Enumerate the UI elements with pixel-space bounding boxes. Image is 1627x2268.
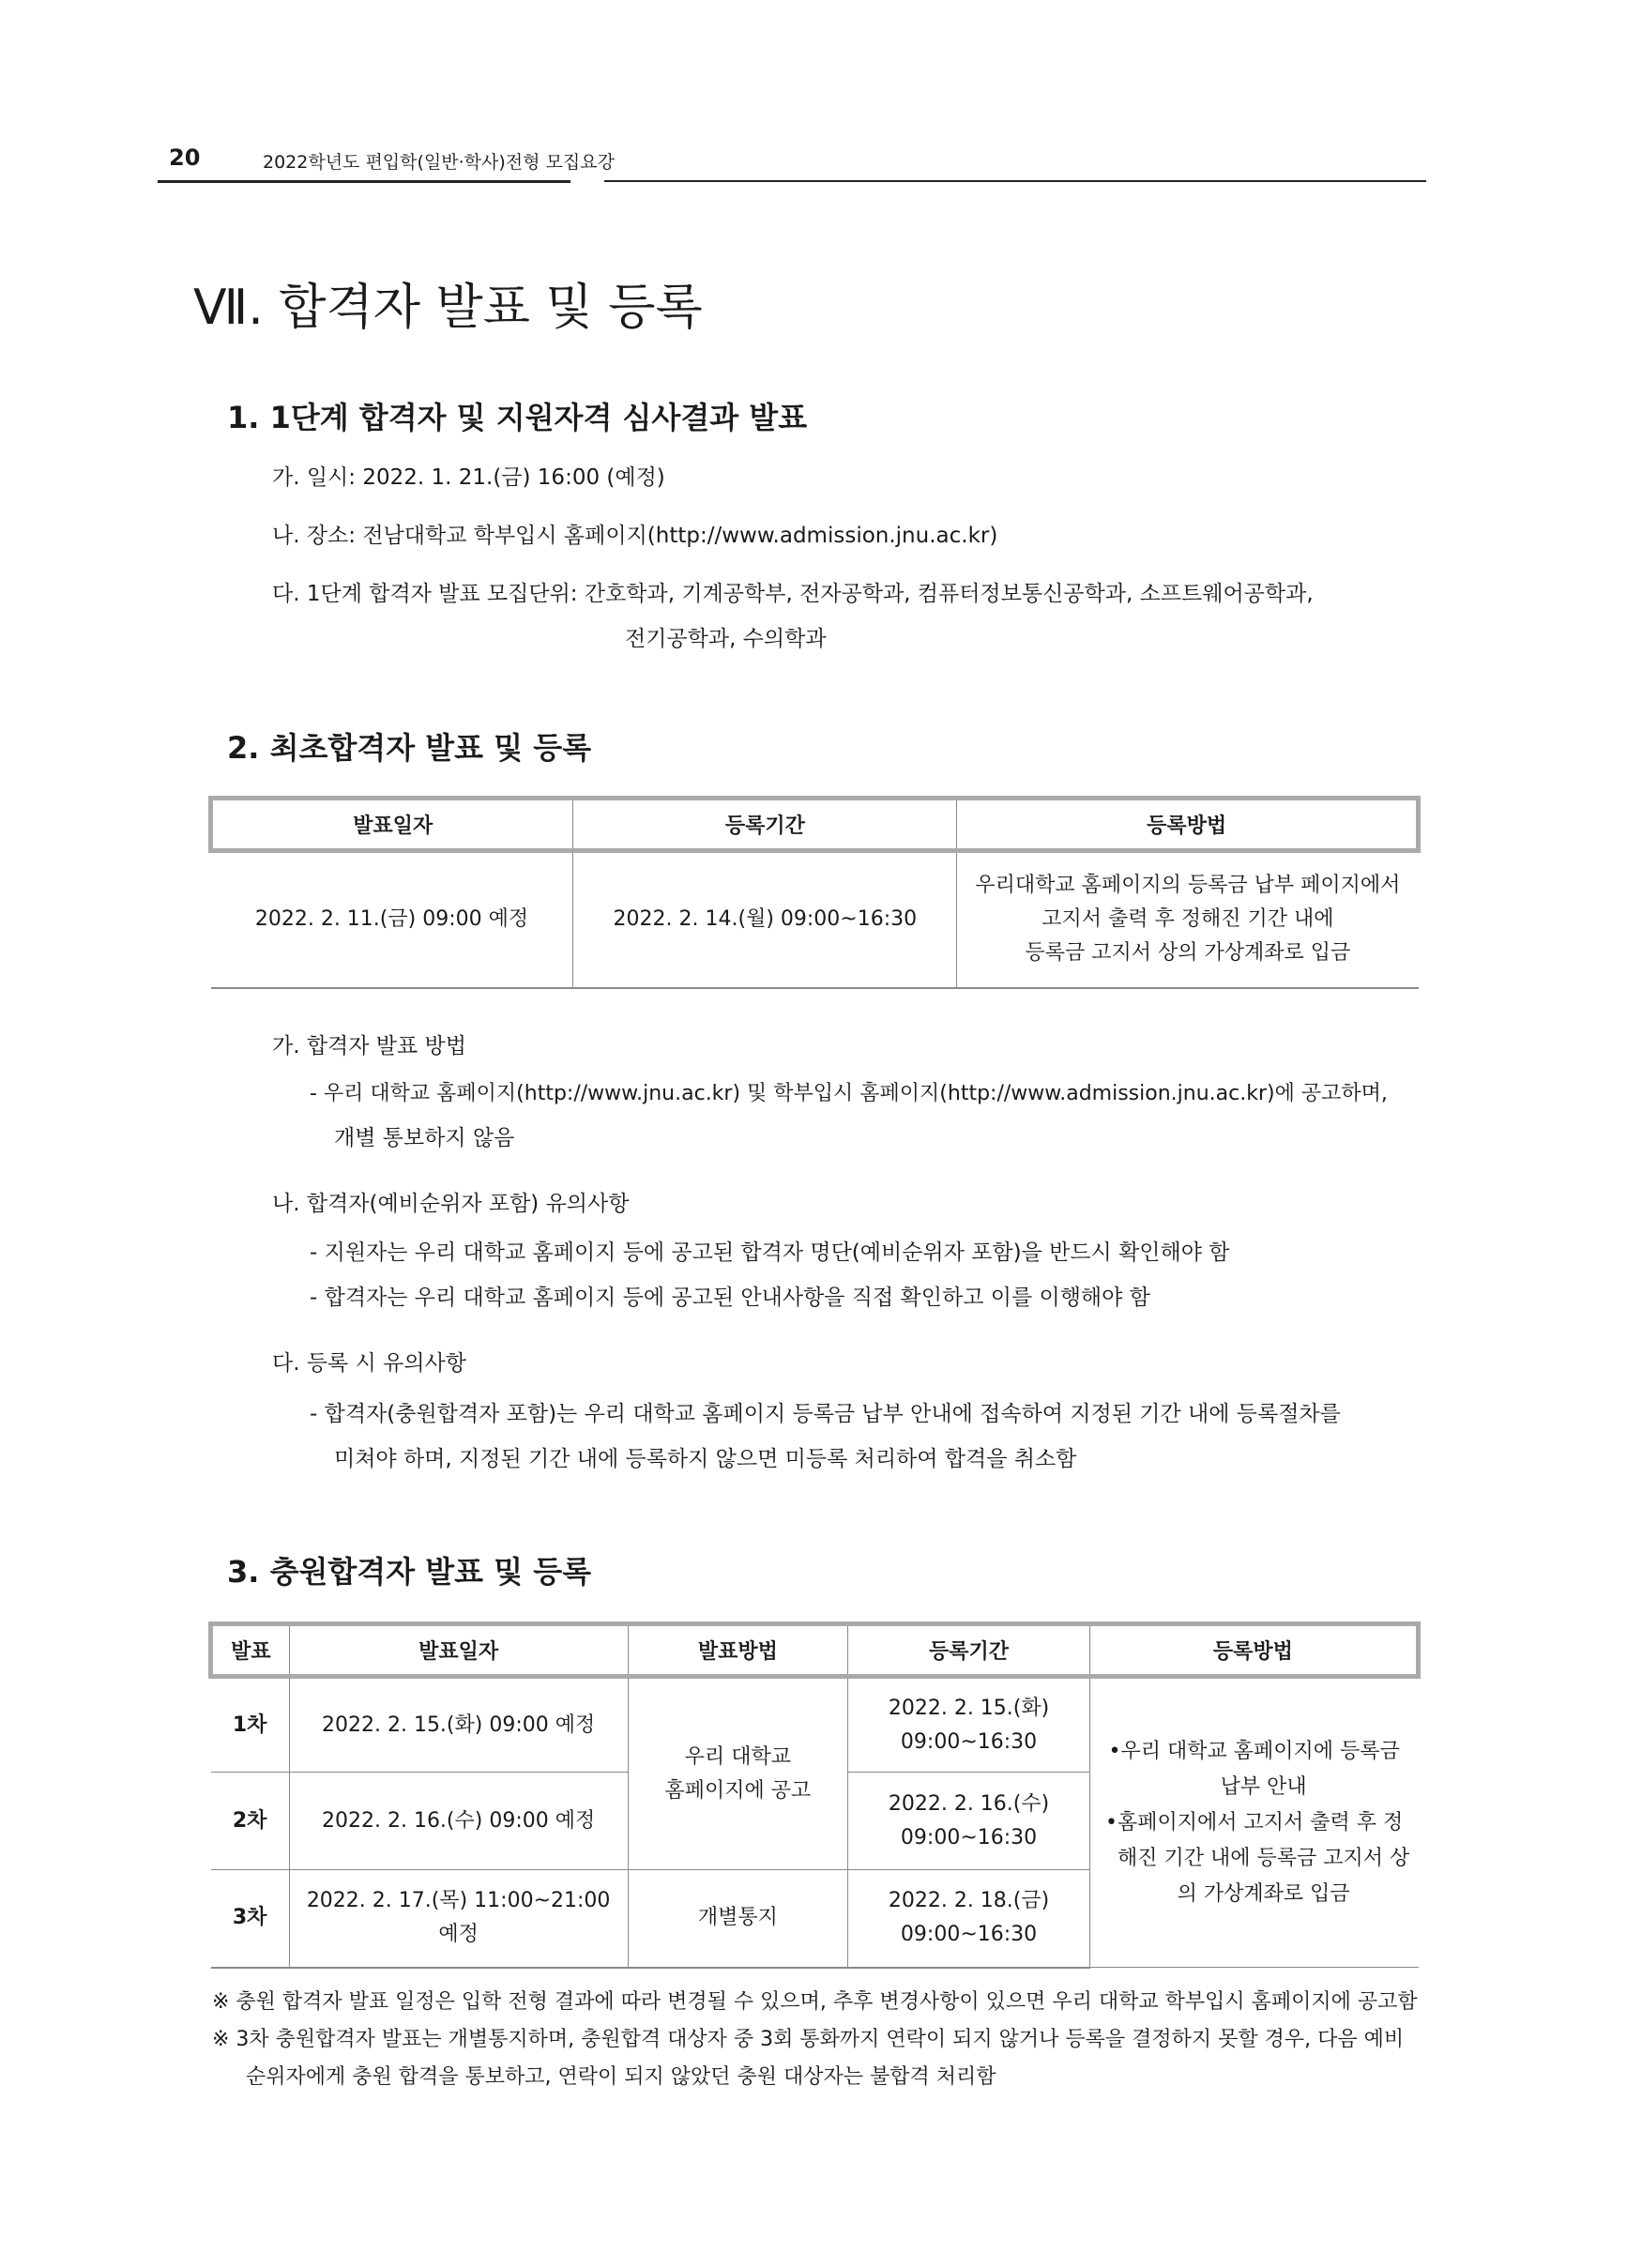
registration-method-cell [1089,1677,1418,1968]
section-3-title: 3. 충원합격자 발표 및 등록 [227,1554,592,1590]
announce-method-cell: 우리 대학교 홈페이지에 공고 [628,1677,848,1870]
table-header-cell: 발표방법 [628,1624,848,1677]
table-header-row [211,1624,1419,1677]
table-header-cell: 등록기간 [573,799,957,851]
table-header-row [211,799,1419,851]
round-cell: 1차 [211,1677,290,1773]
section-2-title: 2. 최초합격자 발표 및 등록 [227,730,592,766]
page-number: 20 [169,145,201,171]
initial-admission-table [208,796,1421,989]
subsection-ga-title: 가. 합격자 발표 방법 [272,1034,466,1058]
registration-period-cell: 2022. 2. 16.(수) 09:00~16:30 [848,1773,1089,1870]
announce-method-cell: 개별통지 [628,1870,848,1968]
announce-date-cell: 2022. 2. 11.(금) 09:00 예정 [211,851,573,988]
registration-period-cell: 2022. 2. 18.(금) 09:00~16:30 [848,1870,1089,1968]
footnote: ※ 3차 충원합격자 발표는 개별통지하며, 충원합격 대상자 중 3회 통화까지 연락이 되지 않거나 등록을 결정하지 못할 경우, 다음 예비 [212,2028,1405,2051]
section-1-item-cont: 전기공학과, 수의학과 [625,627,827,651]
table-header-cell: 발표일자 [211,799,573,851]
subsection-na-title: 나. 합격자(예비순위자 포함) 유의사항 [272,1192,630,1216]
chapter-title: Ⅶ. 합격자 발표 및 등록 [193,280,703,336]
table-header-cell: 등록방법 [1089,1624,1418,1677]
section-1-item: 나. 장소: 전남대학교 학부입시 홈페이지(http://www.admission.jnu.ac.kr) [272,524,998,548]
table-row [211,1677,1419,1773]
registration-period-cell: 2022. 2. 15.(화) 09:00~16:30 [848,1677,1089,1773]
footnote: ※ 충원 합격자 발표 일정은 입학 전형 결과에 따라 변경될 수 있으며, 추후 변경사항이 있으면 우리 대학교 학부입시 홈페이지에 공고함 [212,1990,1418,2014]
round-cell: 2차 [211,1773,290,1870]
table-header-cell: 발표일자 [289,1624,628,1677]
subsection-da-title: 다. 등록 시 유의사항 [272,1351,466,1376]
announce-date-cell: 2022. 2. 16.(수) 09:00 예정 [289,1773,628,1870]
registration-method-bullet: •홈페이지에서 고지서 출력 후 정해진 기간 내에 등록금 고지서 상의 가상계좌로 입금 [1105,1810,1410,1906]
header-rule-right [604,180,1426,182]
header-title: 2022학년도 편입학(일반·학사)전형 모집요강 [263,152,615,173]
subsection-ga-line: 개별 통보하지 않음 [334,1126,515,1150]
table-header-cell: 등록기간 [848,1624,1089,1677]
registration-method-cell: 우리대학교 홈페이지의 등록금 납부 페이지에서 고지서 출력 후 정해진 기간 내에 등록금 고지서 상의 가상계좌로 입금 [957,851,1419,988]
table-header-cell: 발표 [211,1624,290,1677]
section-1-item: 다. 1단계 합격자 발표 모집단위: 간호학과, 기계공학부, 전자공학과, 컴퓨터정보통신공학과, 소프트웨어공학과, [272,582,1314,606]
announce-date-cell: 2022. 2. 17.(목) 11:00~21:00 예정 [289,1870,628,1968]
round-cell: 3차 [211,1870,290,1968]
table-row [211,851,1419,988]
header-rule-left [158,180,570,183]
subsection-da-line: - 합격자(충원합격자 포함)는 우리 대학교 홈페이지 등록금 납부 안내에 접속하여 지정된 기간 내에 등록절차를 [310,1402,1341,1426]
section-1-item: 가. 일시: 2022. 1. 21.(금) 16:00 (예정) [272,465,665,490]
table-header-cell: 등록방법 [957,799,1419,851]
subsection-da-line: 미쳐야 하며, 지정된 기간 내에 등록하지 않으면 미등록 처리하여 합격을 취소함 [334,1447,1077,1471]
page-header [158,141,1426,186]
additional-admission-table [208,1621,1421,1969]
registration-period-cell: 2022. 2. 14.(월) 09:00~16:30 [573,851,957,988]
registration-method-bullet: •우리 대학교 홈페이지에 등록금 납부 안내 [1108,1739,1400,1799]
announce-date-cell: 2022. 2. 15.(화) 09:00 예정 [289,1677,628,1773]
footnote-cont: 순위자에게 충원 합격을 통보하고, 연락이 되지 않았던 충원 대상자는 불합격 처리함 [246,2065,996,2089]
section-1-title: 1. 1단계 합격자 및 지원자격 심사결과 발표 [227,400,808,435]
subsection-na-line: - 합격자는 우리 대학교 홈페이지 등에 공고된 안내사항을 직접 확인하고 이를 이행해야 함 [310,1286,1150,1310]
subsection-ga-line: - 우리 대학교 홈페이지(http://www.jnu.ac.kr) 및 학부입시 홈페이지(http://www.admission.jnu.ac.kr)에 공고하며, [310,1082,1388,1105]
subsection-na-line: - 지원자는 우리 대학교 홈페이지 등에 공고된 합격자 명단(예비순위자 포함)을 반드시 확인해야 함 [310,1241,1230,1265]
